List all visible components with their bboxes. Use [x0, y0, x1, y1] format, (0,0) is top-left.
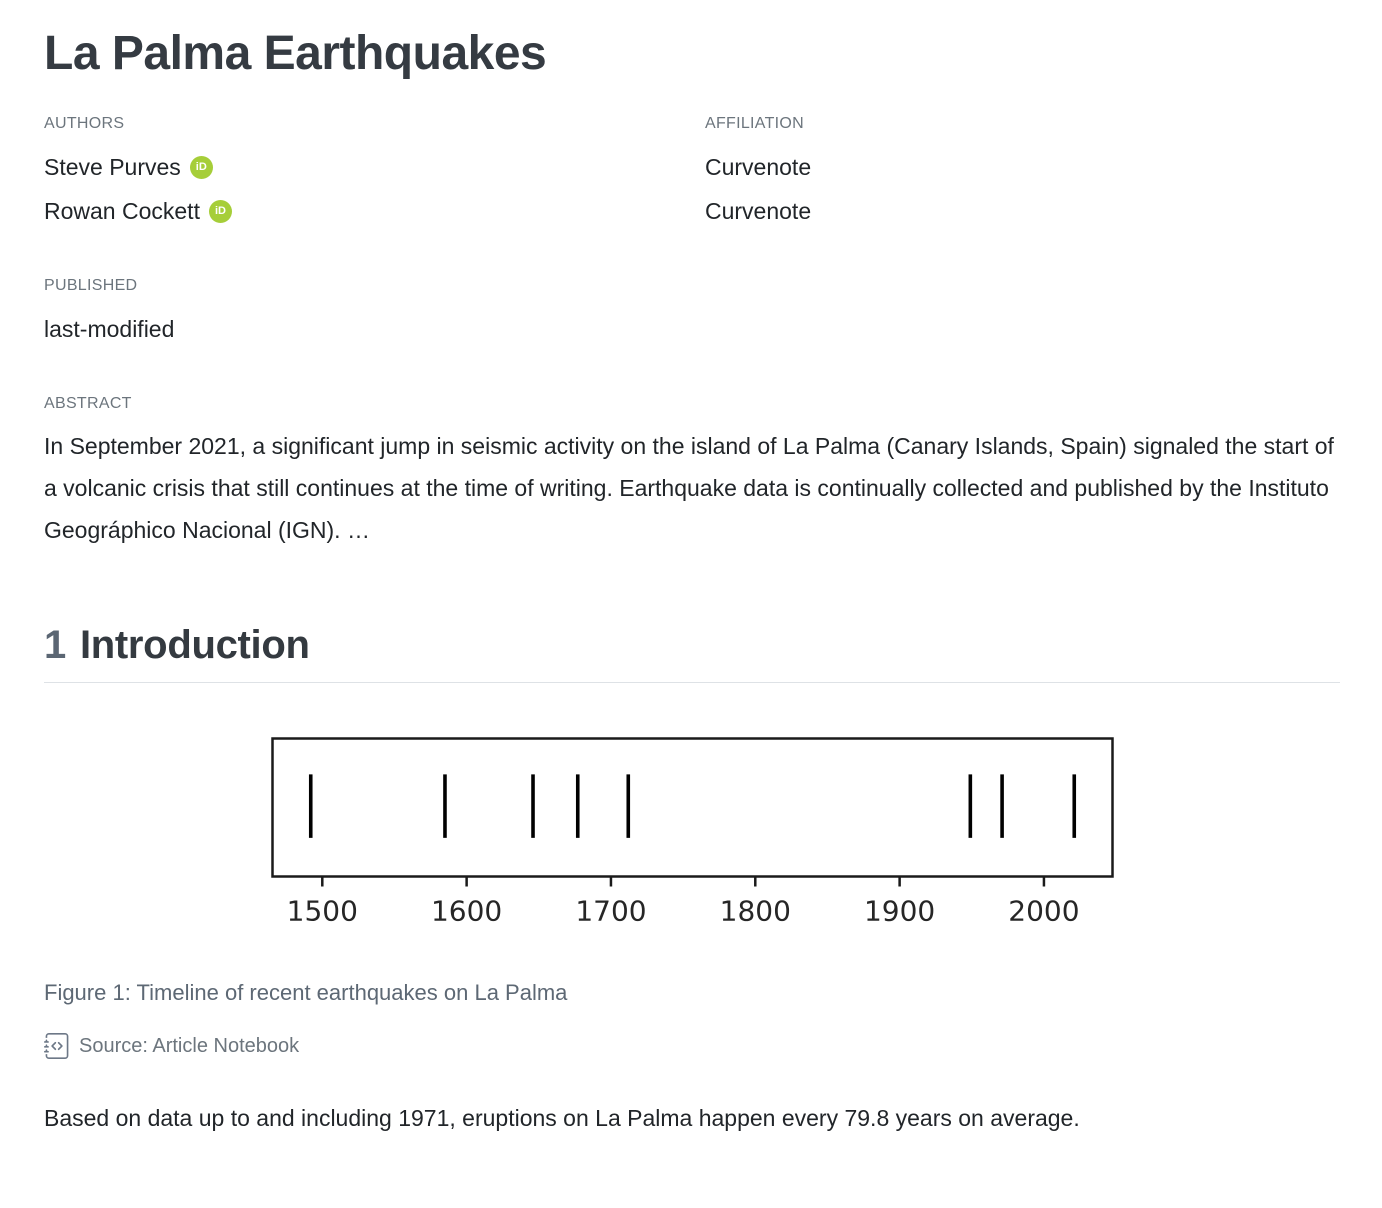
author-name: Rowan Cockett — [44, 198, 200, 225]
published-block — [44, 277, 1340, 351]
x-axis-tick-label: 1800 — [719, 894, 791, 928]
x-axis-tick-label: 1500 — [286, 894, 358, 928]
published-label: PUBLISHED — [44, 277, 138, 295]
figure-1 — [44, 736, 1340, 1006]
source-link[interactable] — [44, 1033, 299, 1059]
page-title: La Palma Earthquakes — [44, 27, 547, 80]
section-heading-introduction — [44, 623, 1340, 683]
x-axis-tick-label: 1700 — [574, 894, 647, 928]
eruption-timeline-chart — [270, 736, 1115, 936]
journal-code-icon — [44, 1033, 70, 1059]
authors-column — [44, 115, 705, 233]
affiliation-value: Curvenote — [705, 154, 812, 181]
title-meta-block — [44, 115, 1340, 233]
x-axis-tick-label: 1900 — [863, 894, 935, 928]
orcid-icon[interactable]: iD — [209, 200, 232, 223]
affiliation-value: Curvenote — [705, 198, 812, 225]
author-row — [44, 189, 705, 233]
author-name: Steve Purves — [44, 154, 181, 181]
abstract-block — [44, 395, 1340, 551]
source-label: Source: Article Notebook — [79, 1034, 300, 1057]
abstract-label: ABSTRACT — [44, 395, 132, 413]
orcid-icon[interactable]: iD — [190, 156, 213, 179]
abstract-text: In September 2021, a significant jump in seismic activity on the island of La Palma (Canary Islands, Spain) signaled the start of a volcanic crisis that still continues at the time of writing. Earthquake data is continually collected and published by the Instituto Geográphico Nacional (IGN). … — [44, 433, 1334, 544]
figure-caption: Figure 1: Timeline of recent earthquakes on La Palma — [44, 980, 568, 1006]
affiliations-column — [705, 115, 1340, 233]
conclusion-paragraph: Based on data up to and including 1971, eruptions on La Palma happen every 79.8 years on average. — [44, 1105, 1080, 1132]
affiliation-label: AFFILIATION — [705, 115, 805, 133]
x-axis-tick-label: 1600 — [430, 894, 502, 928]
authors-label: AUTHORS — [44, 115, 125, 133]
published-value: last-modified — [44, 316, 175, 343]
section-title: Introduction — [79, 623, 310, 668]
section-number: 1 — [44, 623, 66, 668]
author-row — [44, 145, 705, 189]
x-axis-tick-label: 2000 — [1007, 894, 1080, 928]
eruption-timeline-svg — [270, 736, 1115, 931]
